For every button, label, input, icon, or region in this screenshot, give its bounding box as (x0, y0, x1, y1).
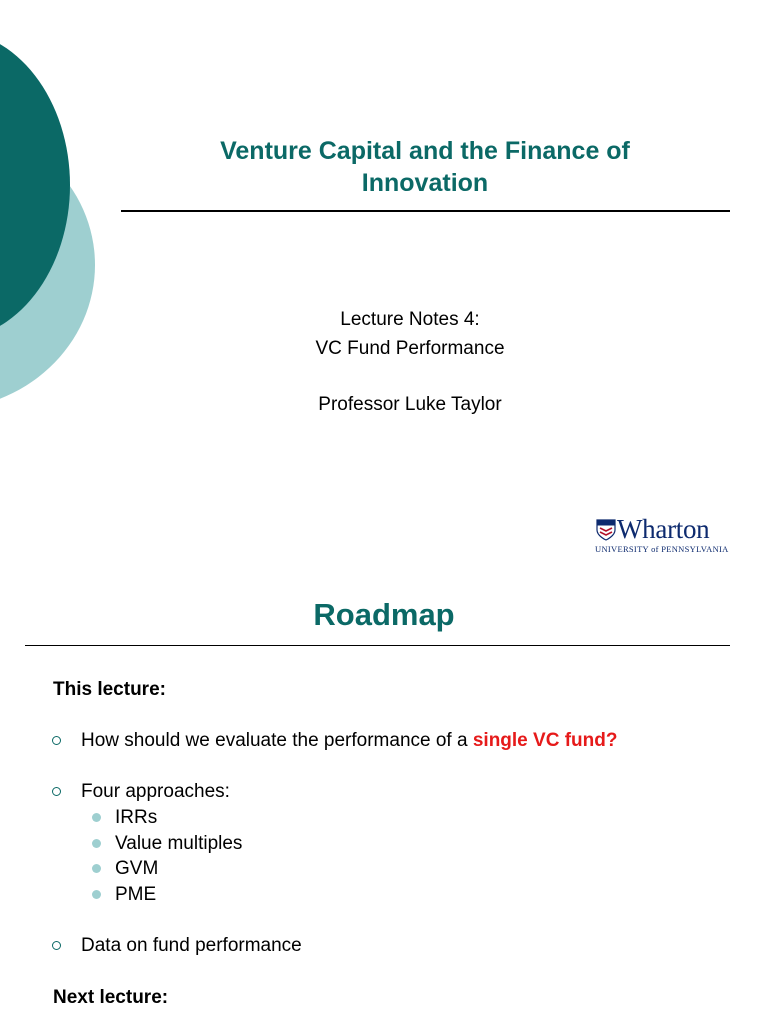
title-line-2: Innovation (361, 169, 489, 197)
sub-bullet-icon (92, 839, 101, 848)
bullet-text: Data on fund performance (81, 935, 302, 956)
sub-bullet-text: PME (115, 884, 157, 905)
bullet-icon (52, 941, 61, 950)
sub-bullet-text: IRRs (115, 807, 158, 828)
lecture-topic: VC Fund Performance (315, 338, 505, 359)
wharton-logo (595, 514, 730, 557)
logo-subtitle: UNIVERSITY of PENNSYLVANIA (595, 544, 729, 554)
this-lecture-label: This lecture: (53, 679, 166, 700)
bullet-text: Four approaches: (81, 781, 230, 802)
bullet-icon (52, 736, 61, 745)
sub-bullet-text: Value multiples (115, 833, 243, 854)
heading-divider (25, 645, 730, 646)
sub-bullet-icon (92, 813, 101, 822)
next-lecture-label: Next lecture: (53, 987, 169, 1008)
logo-wordmark: Wharton (617, 514, 710, 544)
slide-title (120, 135, 730, 199)
sub-bullet-icon (92, 890, 101, 899)
penn-shield-icon (596, 519, 616, 541)
bullet-icon (52, 787, 61, 796)
slide-heading: Roadmap (313, 597, 455, 632)
bullet-highlight: single VC fund? (472, 730, 618, 751)
roadmap-slide (0, 580, 768, 1024)
author-name: Professor Luke Taylor (318, 394, 502, 415)
sub-bullet-text: GVM (115, 858, 159, 879)
sub-bullet-icon (92, 864, 101, 873)
lecture-number: Lecture Notes 4: (340, 309, 480, 330)
bullet-text: How should we evaluate the performance of a (81, 730, 473, 751)
title-divider (121, 210, 730, 212)
title-line-1: Venture Capital and the Finance of (220, 137, 630, 165)
